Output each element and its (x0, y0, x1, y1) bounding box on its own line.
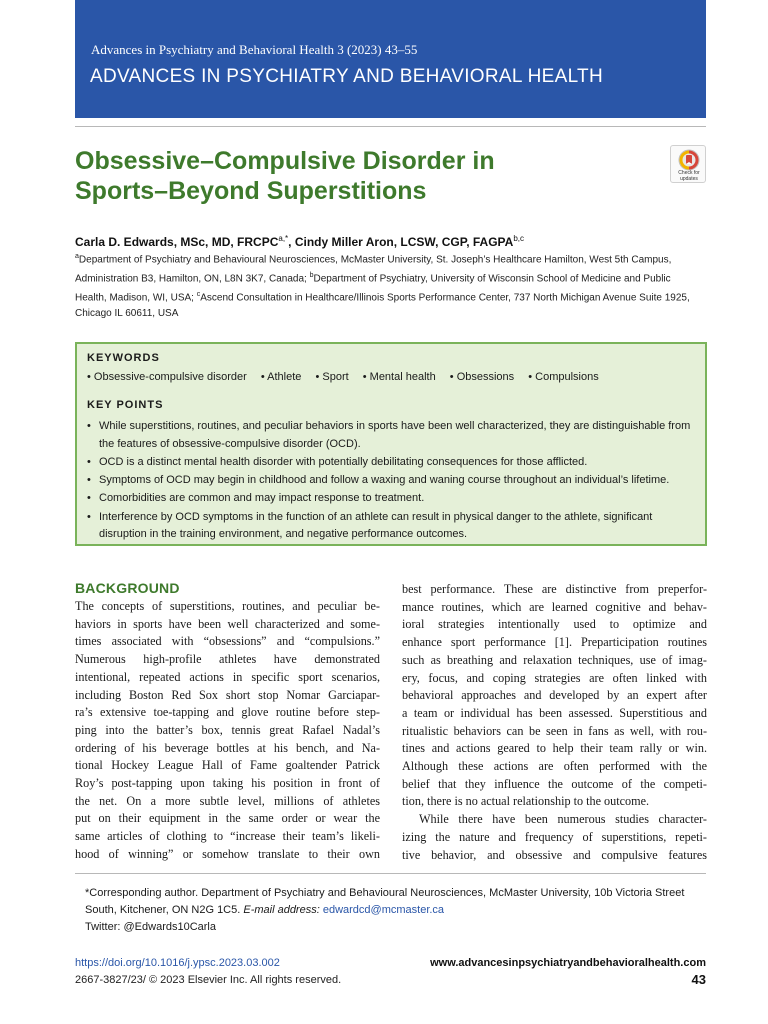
key-point-line: the features of obsessive-compulsive disorder (OCD). (99, 437, 361, 450)
body-line: tive behavior, and obsessive and compulsive features (402, 847, 707, 862)
journal-name: ADVANCES IN PSYCHIATRY AND BEHAVIORAL HEALTH (90, 66, 603, 87)
body-column-right (402, 581, 707, 864)
key-point-item (87, 472, 697, 490)
section-heading: BACKGROUND (75, 580, 180, 596)
affiliation-line (75, 249, 707, 268)
footnote-line (85, 902, 705, 919)
affiliation-line (75, 268, 707, 287)
body-line: behavioral approaches and developed by an expert after (402, 688, 707, 703)
footnote-line: *Corresponding author. Department of Psychiatry and Behavioural Neurosciences, McMaster University, 10b Victoria Street (85, 887, 685, 899)
keywords-keypoints-box (75, 342, 707, 546)
key-point-line: • OCD is a distinct mental health disorder with potentially debilitating consequences for those afflicted. (99, 455, 588, 468)
keyword-item: • Obsessive-compulsive disorder (87, 371, 247, 383)
author-superscript: b,c (513, 234, 524, 243)
body-line: ordering of his beverage bottles at his bench, and Na- (75, 740, 380, 755)
body-line: ping into the batter’s box, tennis great Rafael Nadal’s (75, 722, 380, 737)
affiliation-marker: a (75, 253, 79, 260)
journal-website[interactable]: www.advancesinpsychiatryandbehavioralhealth.com (430, 957, 706, 969)
body-line: times associated with “obsessions” and “compulsions.” (75, 634, 380, 649)
body-line: such as breathing and relaxation techniques, use of imag- (402, 652, 707, 667)
doi-link[interactable]: https://doi.org/10.1016/j.ypsc.2023.03.002 (75, 957, 280, 969)
check-for-updates-icon (678, 149, 700, 171)
header-divider (75, 126, 706, 127)
body-line: enhance sport performance [1]. Preparticipation routines (402, 635, 707, 650)
body-line: intentional, repeated actions in specific sport scenarios, (75, 669, 380, 684)
key-point-line: disruption in the training environment, and negative performance outcomes. (99, 528, 468, 541)
affiliation-line (75, 287, 707, 306)
keyword-item: • Athlete (260, 371, 302, 383)
affiliation-text: Health, Madison, WI, USA; (75, 292, 197, 304)
key-point-item (87, 418, 697, 453)
body-line: including Boston Red Sox short stop Nomar Garciapar- (75, 687, 380, 702)
body-line: same articles of clothing to “increase their team’s likeli- (75, 829, 380, 844)
body-line: While there have been numerous studies character- (419, 812, 707, 827)
journal-header-band (75, 0, 706, 118)
corresponding-author-note (85, 885, 705, 936)
key-points-list (87, 418, 697, 544)
check-for-updates-button[interactable] (670, 145, 706, 183)
body-line: Numerous high-profile athletes have demonstrated (75, 652, 380, 667)
article-title (75, 146, 635, 206)
body-line: the net. On a more subtle level, millions of athletes (75, 793, 380, 808)
key-point-line: • Symptoms of OCD may begin in childhood and follow a waxing and waning course throughout an individual’s lifetime. (99, 474, 670, 487)
body-line: tion, there is no actual relationship to the outcome. (402, 794, 650, 809)
author-name: Cindy Miller Aron, LCSW, CGP, FAGPA (294, 235, 514, 249)
key-point-item (87, 509, 697, 544)
footnote-divider (75, 873, 706, 874)
keywords-heading: KEYWORDS (87, 352, 160, 364)
footnote-text: South, Kitchener, ON N2G 1C5. (85, 904, 244, 916)
check-for-updates-label: Check for updates (678, 170, 700, 182)
footnote-line: Twitter: @Edwards10Carla (85, 921, 216, 933)
author-separator: , (288, 235, 295, 249)
affiliation-line: Chicago IL 60611, USA (75, 307, 179, 319)
affiliation-text: Administration B3, Hamilton, ON, L8N 3K7, Canada; (75, 273, 310, 285)
body-line: belief that they influence the outcome of the competi- (402, 776, 707, 791)
key-points-heading: KEY POINTS (87, 399, 164, 411)
journal-citation: Advances in Psychiatry and Behavioral Health 3 (2023) 43–55 (91, 42, 418, 57)
author-name: Carla D. Edwards, MSc, MD, FRCPC (75, 235, 279, 249)
body-line: hood of winning” or somehow translate to their own (75, 846, 380, 861)
key-point-item (87, 454, 697, 472)
page-number: 43 (691, 972, 706, 987)
key-point-line: • While superstitions, routines, and peculiar behaviors in sports have been well characterized, they are distinguishable from (99, 420, 691, 432)
issn-copyright: 2667-3827/23/ © 2023 Elsevier Inc. All rights reserved. (75, 974, 342, 986)
keywords-list (87, 371, 610, 383)
affiliation-text: Department of Psychiatry and Behavioural Neurosciences, McMaster University, St. Joseph’s Healthcare Hamilton, West 5th Campus, (78, 254, 672, 266)
affiliation-marker: b (309, 271, 314, 279)
body-line: mance routines, which are learned cognitive and behav- (402, 599, 707, 614)
body-line: ra’s extensive toe-tapping and glove routine before step- (75, 705, 380, 720)
body-line: ery, focus, and coping strategies are often linked with (402, 670, 707, 685)
key-point-item (87, 490, 697, 508)
body-line: The concepts of superstitions, routines, and peculiar be- (75, 599, 380, 613)
body-line: tines and actions geared to help their team rally or win. (402, 741, 707, 756)
affiliation-text: Department of Psychiatry, University of Wisconsin School of Medicine and Public (313, 273, 671, 285)
affiliation-marker: c (196, 290, 201, 298)
body-line: best performance. These are distinctive from preperfor- (402, 582, 707, 596)
affiliations (75, 249, 707, 321)
affiliation-text: Ascend Consultation in Healthcare/Illinois Sports Performance Center, 737 North Michigan Avenue Suite 1925, (200, 292, 690, 304)
body-line: haviors in sports have been well characterized and some- (75, 616, 380, 631)
key-point-line: • Interference by OCD symptoms in the function of an athlete can result in physical danger to the athlete, significant (99, 510, 653, 523)
keyword-item: • Compulsions (528, 371, 599, 383)
email-label: E-mail address: (243, 904, 320, 916)
body-line: ritualistic behaviors can be seen in fans as well, with rou- (402, 723, 707, 738)
body-line: ioral strategies intentionally used to optimize and (402, 617, 707, 632)
author-line (75, 234, 524, 249)
body-line: tional Hockey League Hall of Fame goaltender Patrick (75, 758, 380, 773)
title-line: Sports–Beyond Superstitions (75, 177, 427, 205)
body-column-left (75, 598, 380, 864)
body-line: put on their equipment in the same order or wear the (75, 811, 380, 826)
author-superscript: a,* (278, 234, 289, 243)
keyword-item: • Sport (315, 371, 349, 383)
key-point-line: • Comorbidities are common and may impact response to treatment. (99, 492, 425, 505)
body-line: Although these actions are often performed with the (402, 759, 707, 774)
keyword-item: • Mental health (362, 371, 436, 383)
body-line: izing the nature and frequency of superstitions, repeti- (402, 829, 707, 844)
email-link[interactable]: edwardcd@mcmaster.ca (322, 904, 445, 916)
body-line: a team or individual has been assessed. Superstitious and (402, 705, 707, 720)
title-line: Obsessive–Compulsive Disorder in (75, 147, 495, 175)
keyword-item: • Obsessions (449, 371, 515, 383)
body-line: Roy’s post-tapping upon taking his position in front of (75, 776, 380, 791)
